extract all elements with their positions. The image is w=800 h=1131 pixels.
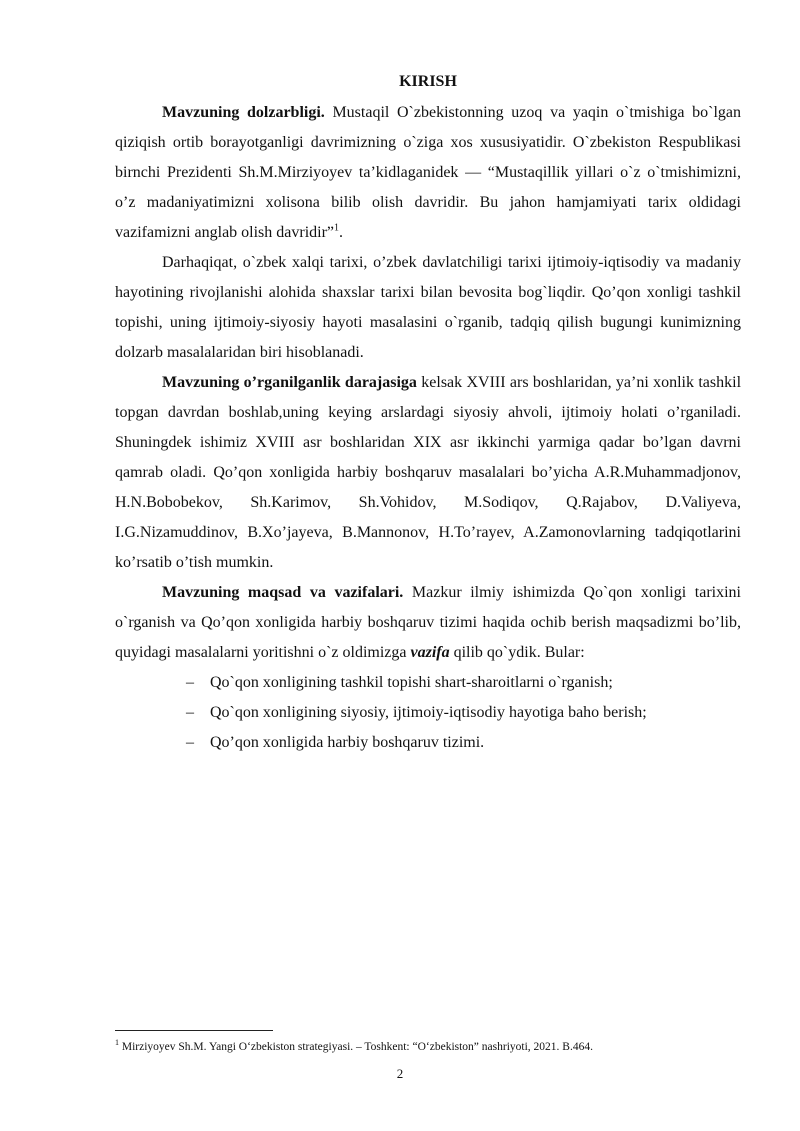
relevance-title: Mavzuning dolzarbligi.	[162, 104, 325, 121]
goals-emphasis: vazifa	[410, 644, 450, 661]
footnote	[115, 1040, 741, 1054]
list-item-text: Qo`qon xonligining tashkil topishi shart-sharoitlarni o`rganish;	[210, 674, 613, 691]
list-dash: –	[186, 734, 194, 751]
list-item-text: Qo`qon xonligining siyosiy, ijtimoiy-iqtisodiy hayotiga baho berish;	[210, 704, 647, 721]
list-dash: –	[186, 704, 194, 721]
footnote-reference[interactable]: 1	[334, 222, 340, 234]
relevance-text: Mustaqil O`zbekistonning uzoq va yaqin o`tmishiga bo`lgan qiziqish ortib borayotganligi davrimizning o`ziga xos xususiyatidir. O`zbekiston Respublikasi birnchi Prezidenti Sh.M.Mirziyoyev ta’kidlaganidek — “Mustaqillik yillari o`z o`tmishimizni, o’z madaniyatimizni xolisona bilib olish davridir. Bu jahon hamjamiyati tarix oldidagi vazifamizni anglab olish davridir”	[115, 104, 742, 241]
footnote-marker: 1	[115, 1038, 119, 1048]
footnote-text: Mirziyoyev Sh.M. Yangi O‘zbekiston strategiyasi. – Toshkent: “O‘zbekiston” nashriyoti, 2021. B.464.	[119, 1041, 593, 1053]
paragraph-study-level	[115, 368, 741, 578]
study-level-text: kelsak XVIII ars boshlaridan, ya’ni xonlik tashkil topgan davrdan boshlab,uning keying arslardagi siyosiy ahvoli, ijtimoiy holati o’rganiladi. Shuningdek ishimiz XVIII asr boshlaridan XIX asr ikkinchi yarmiga qadar bo’lgan davrni qamrab oladi. Qo’qon xonligida harbiy boshqaruv masalalari bo’yicha A.R.Muhammadjonov, H.N.Bobobekov, Sh.Karimov, Sh.Vohidov, M.Sodiqov, Q.Rajabov, D.Valiyeva, I.G.Nizamuddinov, B.Xo’jayeva, B.Mannonov, H.To’rayev, A.Zamonovlarning tadqiqotlarini ko’rsatib o’tish mumkin.	[115, 374, 742, 571]
goals-title: Mavzuning maqsad va vazifalari.	[162, 584, 404, 601]
document-page	[115, 72, 741, 758]
goals-text: Mazkur ilmiy ishimizda Qo`qon xonligi tarixini o`rganish va Qo’qon xonligida harbiy boshqaruv tizimi haqida ochib berish maqsadizmi bo’lib, quyidagi masalalarni yoritishni o`z oldimizga	[115, 584, 741, 661]
section-heading: KIRISH	[399, 73, 457, 90]
context-text: Darhaqiqat, o`zbek xalqi tarixi, o’zbek davlatchiligi tarixi ijtimoiy-iqtisodiy va madaniy hayotining rivojlanishi alohida shaxslar tarixi bilan bevosita bog`liqdir. Qo’qon xonligi tashkil topishi, uning ijtimoiy-siyosiy hayoti masalasini o`rganib, tadqiq qilish bugungi kunimizning dolzarb masalalaridan biri hisoblanadi.	[115, 254, 741, 361]
paragraph-goals	[115, 578, 741, 668]
list-item	[186, 728, 741, 758]
task-list	[115, 668, 741, 758]
list-item	[186, 698, 741, 728]
list-item	[186, 668, 741, 698]
paragraph-context	[115, 248, 741, 368]
page-number: 2	[396, 1066, 404, 1081]
study-level-title: Mavzuning o’rganilganlik darajasiga	[162, 374, 417, 391]
paragraph-relevance	[115, 98, 741, 248]
footnote-divider	[115, 1030, 273, 1031]
list-item-text: Qo’qon xonligida harbiy boshqaruv tizimi.	[210, 734, 485, 751]
relevance-tail: .	[339, 224, 344, 241]
goals-tail: qilib qo`ydik. Bular:	[449, 644, 585, 661]
list-dash: –	[186, 674, 194, 691]
